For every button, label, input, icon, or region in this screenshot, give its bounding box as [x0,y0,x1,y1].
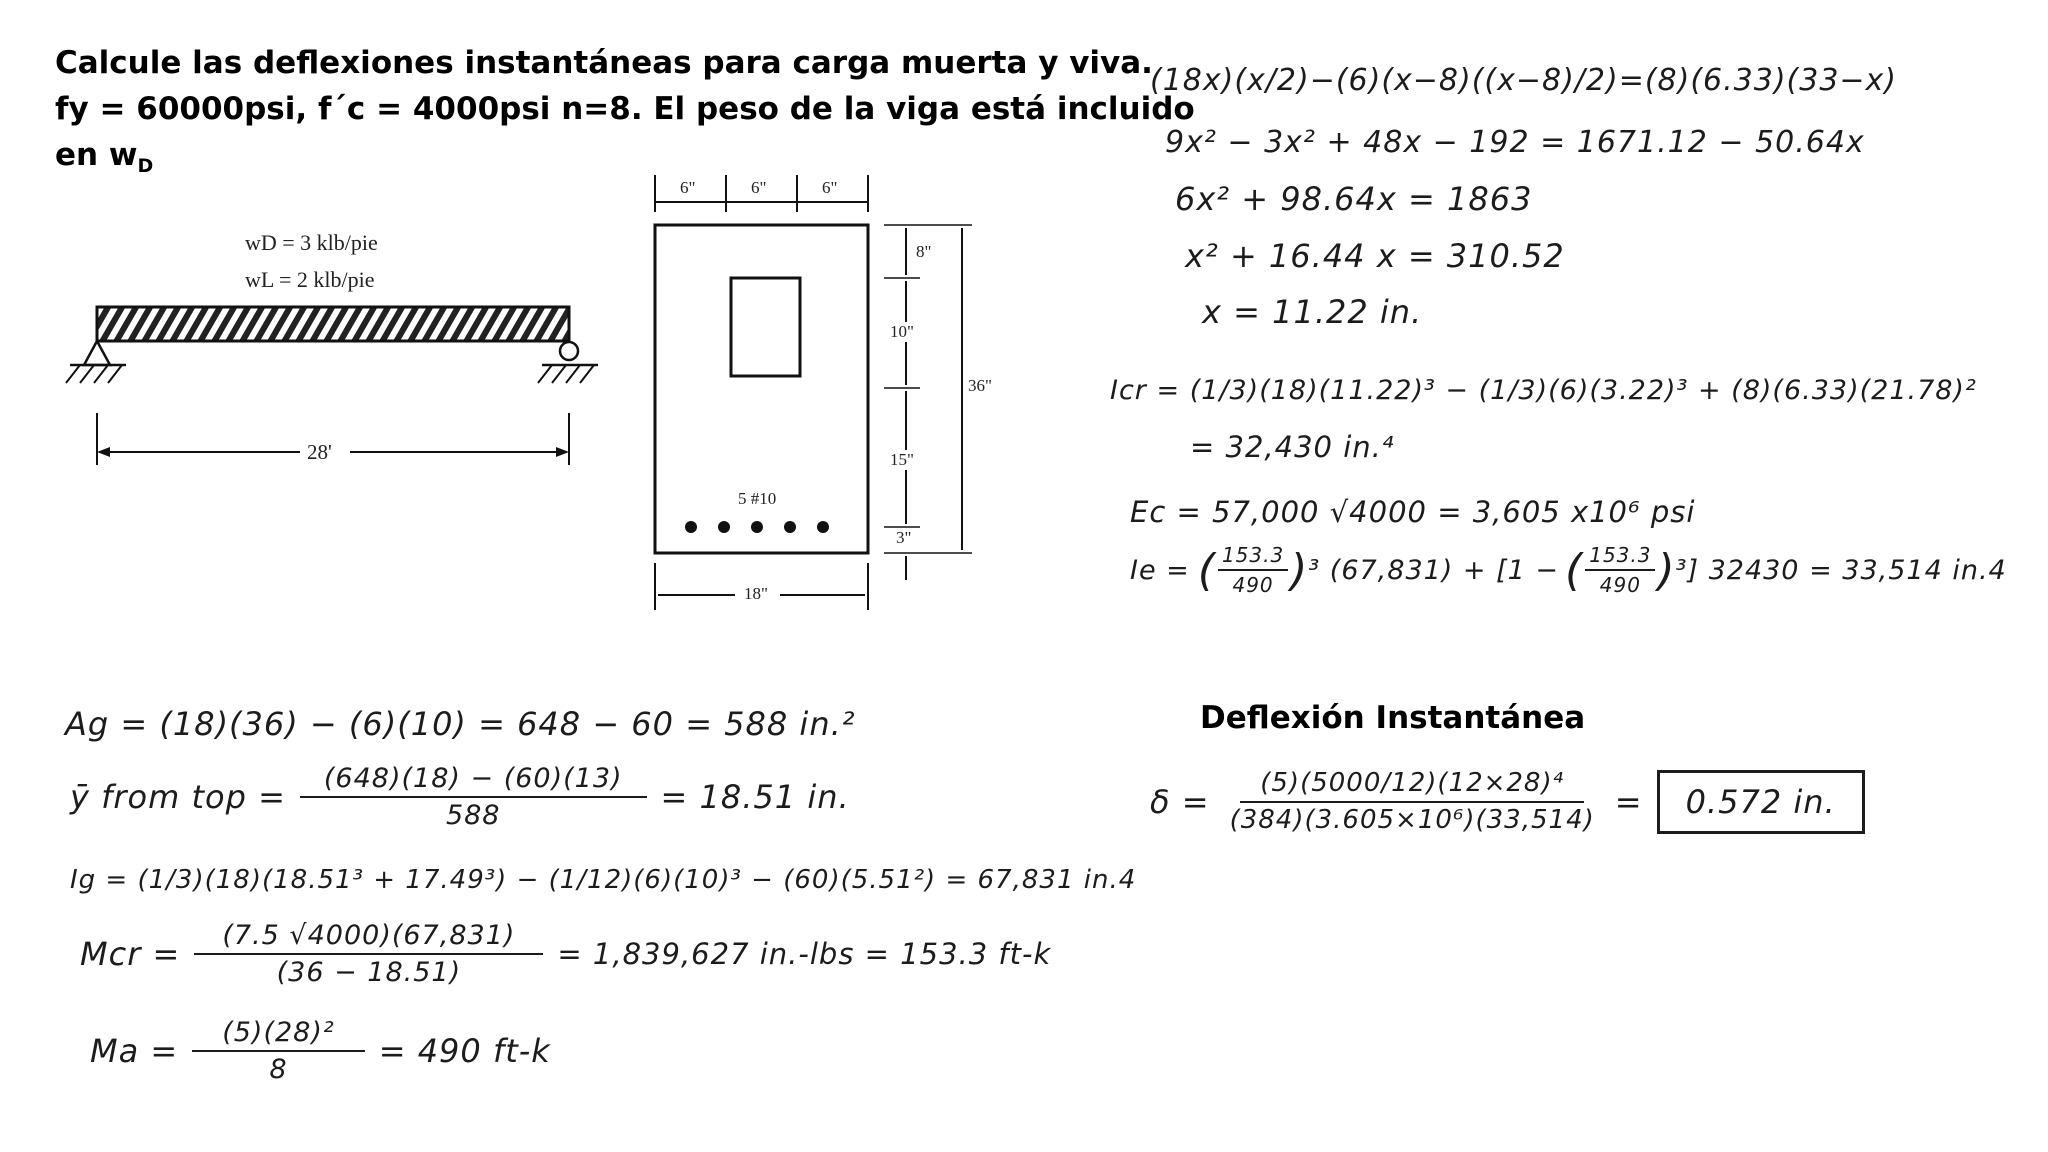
ma-frac [192,1017,365,1085]
icr-eq: Icr = (1/3)(18)(11.22)³ − (1/3)(6)(3.22)³ + (8)(6.33)(21.78)² [1110,375,1977,406]
problem-line-2: fy = 60000psi, f´c = 4000psi n=8. El peso de la viga está incluido [55,91,1195,127]
ie-open-paren: ( [1197,544,1216,596]
ig-eq: Ig = (1/3)(18)(18.51³ + 17.49³) − (1/12)(6)(10)³ − (60)(5.51²) = 67,831 in.4 [70,865,1137,895]
width-dim: 18" [744,584,768,603]
problem-line-3: en $w_D$ [55,137,154,178]
deflection-den: (384)(3.605×10⁶)(33,514) [1229,805,1595,835]
problem-statement [55,40,1195,189]
ie-ratio-2 [1585,543,1655,597]
ybar-prefix: ȳ from top = [70,778,286,816]
deflection-result: 0.572 in. [1657,770,1865,834]
ybar-num: (648)(18) − (60)(13) [300,763,647,798]
ie-ratio-1-num: 153.3 [1218,543,1288,571]
ie-close-paren-2: ) [1657,544,1676,596]
ie-ratio-2-num: 153.3 [1585,543,1655,571]
dead-load-label: wD = 3 klb/pie [245,230,378,255]
top-dim-3: 6" [822,178,838,197]
mcr-num: (7.5 √4000)(67,831) [194,920,543,955]
mcr-result: = 1,839,627 in.-lbs = 153.3 ft-k [557,937,1052,971]
ec-eq: Ec = 57,000 √4000 = 3,605 x10⁶ psi [1130,495,1696,529]
ie-ratio-1-den: 490 [1232,573,1274,597]
problem-line-1: Calcule las deflexiones instantáneas para carga muerta y viva. [55,45,1153,81]
ybar-den: 588 [445,800,501,831]
gross-section-calcs [60,695,1150,1115]
deflection-prefix: δ = [1150,782,1210,821]
rebar-label: 5 #10 [738,489,777,508]
live-load-label: wL = 2 klb/pie [245,267,375,292]
x-result: x = 11.22 in. [1202,293,1423,331]
section-drawing [640,170,1020,620]
top-dim-1: 6" [680,178,696,197]
mcr-eq [80,920,1051,988]
quadratic-eq: x² + 16.44 x = 310.52 [1185,237,1565,275]
ma-num: (5)(28)² [192,1017,365,1052]
ie-mid: ³ (67,831) + [1 − [1308,554,1560,586]
expanded-eq: 9x² − 3x² + 48x − 192 = 1671.12 − 50.64x [1165,125,1865,160]
deflection-frac [1226,768,1599,835]
ybar-result: = 18.51 in. [660,778,850,816]
ie-open-paren-2: ( [1565,544,1584,596]
ie-close-paren: ) [1290,544,1309,596]
ie-end: ³] 32430 = 33,514 in.4 [1675,554,2007,586]
top-dim-2: 6" [751,178,767,197]
right-dim-2: 10" [890,322,914,341]
ie-eq [1130,543,2007,597]
ma-den: 8 [269,1054,288,1085]
ie-ratio-1 [1218,543,1288,597]
right-dim-4: 3" [896,528,912,547]
section-diagram [640,170,1020,620]
ma-eq [90,1017,551,1085]
deflection-eq [1150,768,1865,835]
height-dim: 36" [968,376,992,395]
mcr-den: (36 − 18.51) [276,957,462,988]
deflection-num: (5)(5000/12)(12×28)⁴ [1240,768,1584,803]
equals-sign: = [1614,782,1643,821]
right-dim-1: 8" [916,242,932,261]
span-label: 28' [307,440,332,464]
ma-result: = 490 ft-k [378,1032,551,1070]
ybar-frac [300,763,647,831]
simplified-eq: 6x² + 98.64x = 1863 [1175,180,1533,218]
ybar-eq [70,763,850,831]
icr-result: = 32,430 in.⁴ [1190,430,1395,464]
ma-prefix: Ma = [90,1032,179,1070]
cracked-section-calcs [1110,55,2040,625]
neutral-axis-eq: (18x)(x/2)−(6)(x−8)((x−8)/2)=(8)(6.33)(33−x) [1150,63,1898,98]
ag-eq: Ag = (18)(36) − (6)(10) = 648 − 60 = 588 in.² [65,705,856,743]
ie-prefix: Ie = [1130,554,1190,586]
deflection-heading: Deflexión Instantánea [1200,700,1586,736]
mcr-prefix: Mcr = [80,935,181,973]
mcr-frac [194,920,543,988]
beam-diagram [40,225,600,485]
ie-ratio-2-den: 490 [1599,573,1641,597]
right-dim-3: 15" [890,450,914,469]
